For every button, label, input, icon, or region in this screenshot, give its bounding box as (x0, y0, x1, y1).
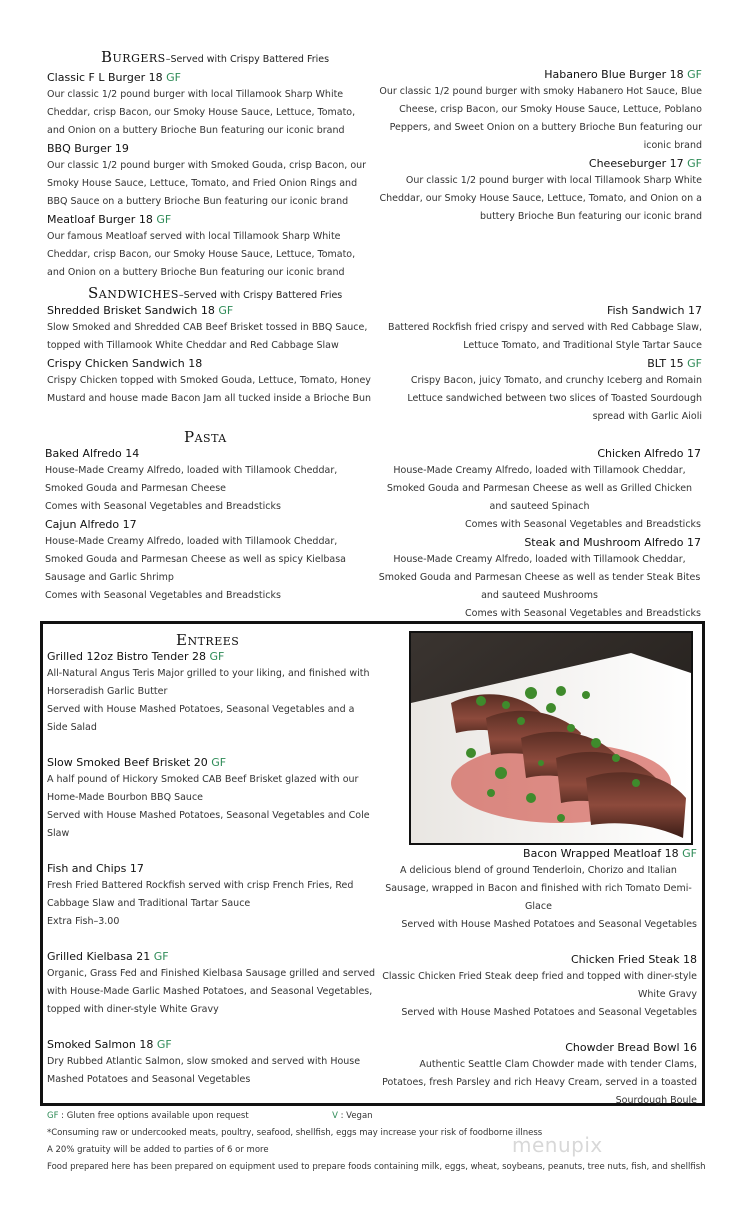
gf-badge: GF (156, 213, 172, 226)
gf-badge: GF (682, 847, 697, 860)
menu-item: Baked Alfredo 14 House-Made Creamy Alfredo, loaded with Tillamook Cheddar, Smoked Gouda and Parmesan Cheese Comes with Seasonal Vegetables and Breadsticks (45, 447, 338, 512)
gf-badge: GF (153, 950, 169, 963)
entrees-right-column (380, 845, 697, 1110)
menu-item: BBQ Burger 19 Our classic 1/2 pound burger with Smoked Gouda, crisp Bacon, our Smoky House Sauce, Lettuce, Tomato, and Fried Onion Rings and BBQ Sauce on a buttery Brioche Bun featuring our iconic brand (47, 142, 367, 207)
gratuity-note: A 20% gratuity will be added to parties of 6 or more (47, 1145, 269, 1155)
menu-item: BLT 15 GF Crispy Bacon, juicy Tomato, and crunchy Iceberg and Romain Lettuce sandwiched between two slices of Toasted Sourdough spread with Garlic Aioli (407, 357, 702, 422)
pasta-heading: Pasta (184, 428, 227, 446)
pasta-right-column (378, 445, 701, 623)
menu-item: Classic F L Burger 18 GF Our classic 1/2 pound burger with local Tillamook Sharp White Cheddar, crisp Bacon, our Smoky House Sauce, Lettuce, Tomato, and Onion on a buttery Brioche Bun featuring our iconic brand (47, 71, 356, 136)
menu-item: Fish and Chips 17 Fresh Fried Battered Rockfish served with crisp French Fries, Red Cabbage Slaw and Traditional Tartar Sauce Extra Fish–3.00 (47, 862, 354, 927)
menu-item: Grilled 12oz Bistro Tender 28 GF All-Natural Angus Teris Major grilled to your liking, and finished with Horseradish Garlic Butter Served with House Mashed Potatoes, Seasonal Vegetables and a Side Salad (47, 650, 370, 733)
menu-item: Shredded Brisket Sandwich 18 GF Slow Smoked and Shredded CAB Beef Brisket tossed in BBQ Sauce, topped with Tillamook White Cheddar and Red Cabbage Slaw (47, 304, 368, 351)
menu-item: Bacon Wrapped Meatloaf 18 GF A delicious blend of ground Tenderloin, Chorizo and Italian Sausage, wrapped in Bacon and finished with rich Tomato Demi-Glace Served with House Mashed Potatoes and Seasonal Vegetables (385, 847, 697, 930)
steak-photo-illustration (411, 633, 691, 843)
menu-footer (47, 1108, 707, 1176)
steak-photo (409, 631, 693, 845)
menu-item: Slow Smoked Beef Brisket 20 GF A half pound of Hickory Smoked CAB Beef Brisket glazed with our Home-Made Bourbon BBQ Sauce Served with House Mashed Potatoes, Seasonal Vegetables and Cole Slaw (47, 756, 370, 839)
sandwiches-right-column (378, 302, 702, 426)
legend-line: GF : Gluten free options available upon request V : Vegan (47, 1111, 373, 1121)
menupix-watermark: menupix (512, 1133, 603, 1157)
menu-item: Habanero Blue Burger 18 GF Our classic 1/2 pound burger with smoky Habanero Hot Sauce, Blue Cheese, crisp Bacon, our Smoky House Sauce, Lettuce, Poblano Peppers, and Sweet Onion on a buttery Brioche Bun featuring our iconic brand (379, 68, 702, 151)
burgers-heading: Burgers–Served with Crispy Battered Fries (101, 48, 330, 66)
menu-item: Crispy Chicken Sandwich 18 Crispy Chicken topped with Smoked Gouda, Lettuce, Tomato, Honey Mustard and house made Bacon Jam all tucked inside a Brioche Bun (47, 357, 372, 404)
gf-badge: GF (211, 756, 227, 769)
burgers-right-column (378, 66, 702, 226)
menu-item: Steak and Mushroom Alfredo 17 House-Made Creamy Alfredo, loaded with Tillamook Cheddar, Smoked Gouda and Parmesan Cheese as well as tender Steak Bites and sauteed Mushrooms Comes with Seasonal Vegetables and Breadsticks (378, 536, 701, 619)
gf-badge: GF (156, 1038, 172, 1051)
menu-item: Smoked Salmon 18 GF Dry Rubbed Atlantic Salmon, slow smoked and served with House Mashed Potatoes and Seasonal Vegetables (47, 1038, 361, 1085)
menu-item: Fish Sandwich 17 Battered Rockfish fried crispy and served with Red Cabbage Slaw, Lettuce Tomato, and Traditional Style Tartar Sauce (388, 304, 702, 351)
gf-badge: GF (687, 357, 702, 370)
gf-badge: GF (687, 157, 702, 170)
menu-item: Chicken Alfredo 17 House-Made Creamy Alfredo, loaded with Tillamook Cheddar, Smoked Gouda and Parmesan Cheese as well as Grilled Chicken and sauteed Spinach Comes with Seasonal Vegetables and Breadsticks (386, 447, 701, 530)
menu-item: Chowder Bread Bowl 16 Authentic Seattle Clam Chowder made with tender Clams, Potatoes, fresh Parsley and rich Heavy Cream, served in a toasted Sourdough Boule (382, 1041, 697, 1106)
menu-item: Cajun Alfredo 17 House-Made Creamy Alfredo, loaded with Tillamook Cheddar, Smoked Gouda and Parmesan Cheese as well as spicy Kielbasa Sausage and Garlic Shrimp Comes with Seasonal Vegetables and Breadsticks (45, 518, 346, 601)
sandwiches-left-column (47, 302, 372, 408)
menu-item: Cheeseburger 17 GF Our classic 1/2 pound burger with local Tillamook Sharp White Cheddar, our Smoky House Sauce, Lettuce, Tomato, and Onion on a buttery Brioche Bun featuring our iconic brand (379, 157, 702, 222)
entrees-left-column (47, 648, 377, 1089)
entrees-heading: Entrees (176, 631, 240, 649)
gf-badge: GF (209, 650, 225, 663)
allergen-note: Food prepared here has been prepared on equipment used to prepare foods containing milk, eggs, wheat, soybeans, peanuts, tree nuts, fish, and shellfish (47, 1162, 706, 1172)
gf-badge: GF (218, 304, 234, 317)
sandwiches-heading: Sandwiches–Served with Crispy Battered Fries (88, 284, 343, 302)
burgers-left-column (47, 69, 372, 282)
pasta-left-column (45, 445, 367, 605)
menu-item: Grilled Kielbasa 21 GF Organic, Grass Fed and Finished Kielbasa Sausage grilled and served with House-Made Garlic Mashed Potatoes, and Seasonal Vegetables, topped with diner-style White Gravy (47, 950, 376, 1015)
menu-item: Chicken Fried Steak 18 Classic Chicken Fried Steak deep fried and topped with diner-style White Gravy Served with House Mashed Potatoes and Seasonal Vegetables (382, 953, 697, 1018)
menu-item: Meatloaf Burger 18 GF Our famous Meatloaf served with local Tillamook Sharp White Cheddar, crisp Bacon, our Smoky House Sauce, Lettuce, Tomato, and Onion on a buttery Brioche Bun featuring our iconic brand (47, 213, 356, 278)
consumer-advisory: *Consuming raw or undercooked meats, poultry, seafood, shellfish, eggs may increase your risk of foodborne illness (47, 1128, 543, 1138)
gf-badge: GF (687, 68, 702, 81)
gf-badge: GF (166, 71, 181, 84)
